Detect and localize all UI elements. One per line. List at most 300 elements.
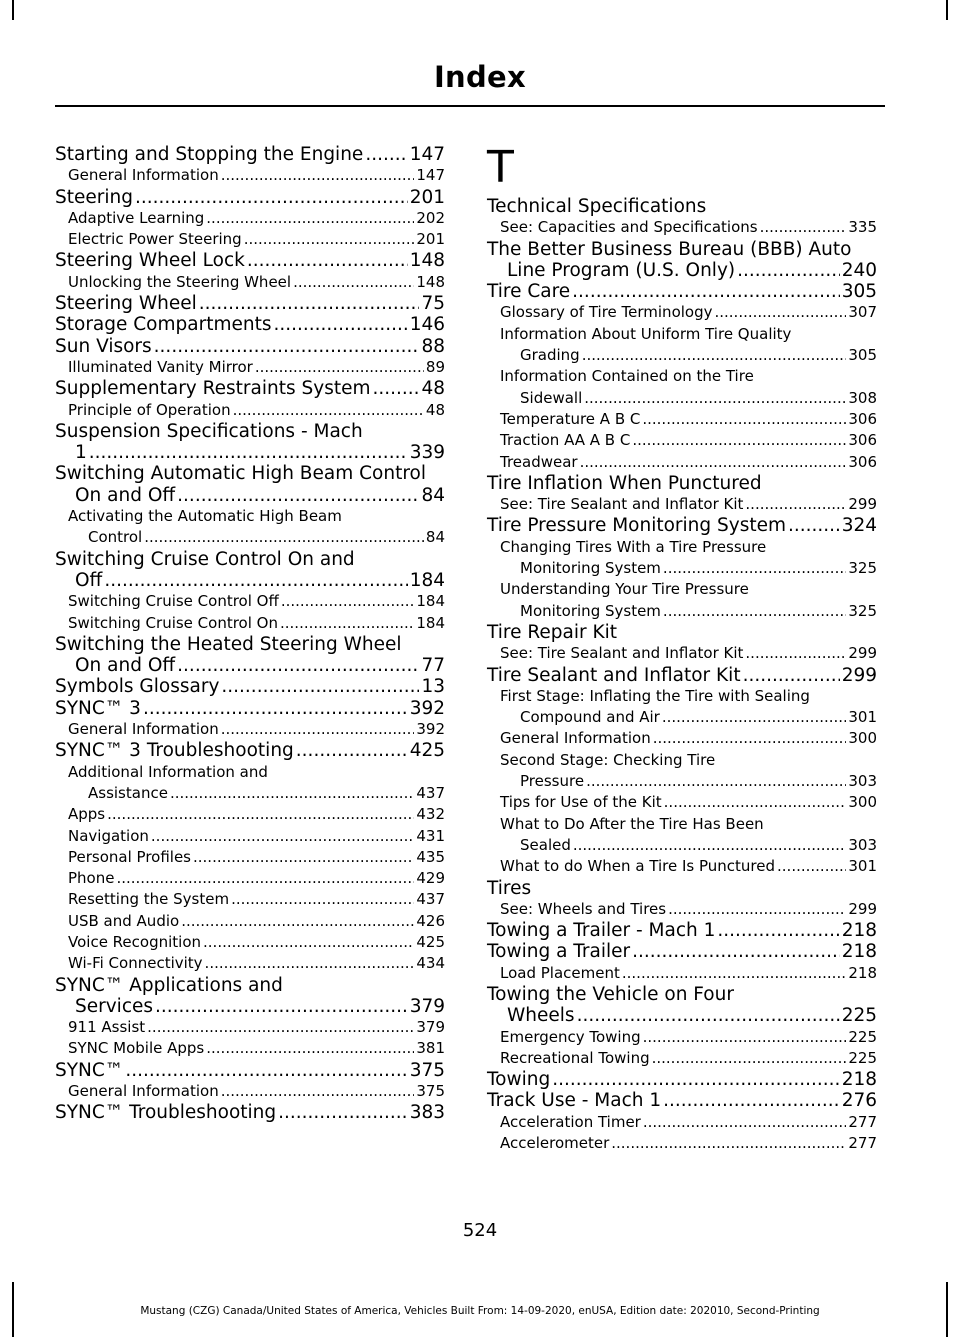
entry-row — [487, 941, 877, 962]
index-subentry — [55, 208, 445, 229]
entry-row — [55, 1060, 445, 1081]
entry-label: Tire Repair Kit — [487, 621, 617, 643]
entry-label-continued: 1 — [75, 442, 87, 464]
dot-leader — [281, 591, 415, 612]
dot-leader — [170, 783, 414, 804]
dot-leader — [632, 941, 840, 962]
entry-page: 375 — [416, 1082, 445, 1101]
index-entry — [55, 421, 445, 464]
entry-label: Load Placement — [500, 963, 620, 982]
entry-label: Tire Inflation When Punctured — [487, 472, 762, 494]
entry-page: 75 — [421, 293, 445, 315]
entry-label: Tire Sealant and Inflator Kit — [487, 664, 741, 686]
entry-row — [500, 452, 877, 473]
entry-label: Wi-Fi Connectivity — [68, 954, 203, 973]
entry-label-continued: On and Off — [75, 484, 176, 506]
index-subentry — [55, 1081, 445, 1102]
entry-page: 301 — [848, 857, 877, 876]
dot-leader — [663, 601, 846, 622]
entry-row — [68, 719, 445, 740]
entry-row — [68, 889, 445, 910]
entry-page: 225 — [848, 1048, 877, 1067]
dot-leader — [580, 452, 847, 473]
entry-label: Switching Cruise Control On and — [55, 548, 355, 570]
entry-label: Switching the Heated Steering Wheel — [55, 633, 402, 655]
entry-label: Accelerometer — [500, 1134, 610, 1153]
entry-page: 307 — [848, 303, 877, 322]
entry-row — [487, 665, 877, 686]
entry-row — [500, 1048, 877, 1069]
entry-label: See: Tire Sealant and Inflator Kit — [500, 644, 744, 663]
entry-continuation — [55, 996, 445, 1017]
entry-label-continued: Pressure — [520, 772, 585, 791]
entry-label: Treadwear — [500, 452, 578, 471]
entry-page: 431 — [416, 826, 445, 845]
dot-leader — [788, 515, 840, 536]
entry-label: What to Do After the Tire Has Been — [500, 814, 764, 833]
dot-leader — [577, 1005, 840, 1026]
entry-row — [55, 293, 445, 314]
entry-label-continued: Compound and Air — [520, 708, 660, 727]
entry-continuation — [55, 442, 445, 463]
entry-label: Traction AA A B C — [500, 431, 631, 450]
entry-label: Tires — [487, 877, 532, 899]
dot-leader — [653, 728, 847, 749]
dot-leader — [572, 281, 840, 302]
index-entry — [55, 698, 445, 719]
entry-label: Emergency Towing — [500, 1027, 641, 1046]
entry-page: 437 — [416, 890, 445, 909]
dot-leader — [154, 336, 420, 357]
entry-continuation — [487, 1005, 877, 1026]
index-entry — [487, 473, 877, 494]
index-subentry — [487, 579, 877, 622]
index-entry — [487, 281, 877, 302]
entry-page: 277 — [848, 1112, 877, 1131]
entry-row — [55, 314, 445, 335]
dot-leader — [151, 826, 414, 847]
entry-row — [500, 1027, 877, 1048]
entry-page: 325 — [848, 601, 877, 620]
index-subentry — [55, 932, 445, 953]
entry-row — [487, 920, 877, 941]
entry-label: SYNC™ Troubleshooting — [55, 1102, 277, 1124]
entry-page: 48 — [421, 378, 445, 400]
entry-row — [55, 378, 445, 399]
dot-leader — [632, 430, 846, 451]
entry-row — [68, 826, 445, 847]
entry-row — [55, 144, 445, 165]
dot-leader — [745, 494, 846, 515]
entry-page: 305 — [848, 346, 877, 365]
entry-row — [500, 217, 877, 238]
entry-page: 299 — [848, 899, 877, 918]
entry-label: General Information — [68, 1082, 219, 1101]
index-subentry — [55, 762, 445, 805]
entry-page: 301 — [848, 708, 877, 727]
entry-label: Recreational Towing — [500, 1048, 650, 1067]
index-entry — [55, 378, 445, 399]
page-title: Index — [433, 60, 527, 94]
entry-row — [68, 1081, 445, 1102]
entry-row — [68, 911, 445, 932]
entry-label: General Information — [500, 729, 651, 748]
entry-page: 225 — [841, 1005, 877, 1027]
index-subentry — [55, 889, 445, 910]
dot-leader — [743, 665, 840, 686]
dot-leader — [203, 932, 414, 953]
entry-label-continued: Off — [75, 569, 103, 591]
index-entry — [55, 314, 445, 335]
entry-label: Technical Specifications — [487, 196, 707, 217]
entry-label: Steering Wheel — [55, 293, 197, 315]
dot-leader — [125, 1060, 407, 1081]
index-entry — [487, 878, 877, 899]
entry-label: Additional Information and — [68, 762, 268, 781]
entry-page: 300 — [848, 793, 877, 812]
entry-label: Resetting the System — [68, 890, 230, 909]
entry-label-continued: Services — [75, 995, 154, 1017]
dot-leader — [777, 856, 846, 877]
entry-row — [487, 1069, 877, 1090]
entry-label: Glossary of Tire Terminology — [500, 303, 713, 322]
index-subentry — [487, 366, 877, 409]
index-subentry — [487, 686, 877, 729]
entry-page: 202 — [416, 208, 445, 227]
index-subentry — [487, 1133, 877, 1154]
dot-leader — [135, 187, 408, 208]
entry-label-continued: Control — [88, 528, 143, 547]
entry-row — [68, 165, 445, 186]
index-entry — [55, 676, 445, 697]
entry-continuation — [55, 485, 445, 506]
entry-label: Starting and Stopping the Engine — [55, 144, 364, 165]
section-letter: T — [487, 142, 514, 193]
index-entry — [55, 740, 445, 761]
entry-row — [500, 899, 877, 920]
entry-row — [500, 856, 877, 877]
index-entry — [55, 336, 445, 357]
entry-page: 335 — [848, 218, 877, 237]
entry-page: 201 — [409, 186, 445, 208]
index-subentry — [55, 400, 445, 421]
entry-label: Second Stage: Checking Tire — [500, 750, 716, 769]
index-entry — [55, 463, 445, 506]
entry-label: Steering — [55, 186, 133, 208]
entry-row — [55, 1102, 445, 1123]
entry-label-continued: Sealed — [520, 835, 571, 854]
index-subentry — [55, 506, 445, 549]
entry-continuation — [500, 345, 877, 366]
entry-label: Adaptive Learning — [68, 208, 205, 227]
entry-label: Understanding Your Tire Pressure — [500, 580, 749, 599]
entry-row — [68, 1017, 445, 1038]
index-entry — [487, 941, 877, 962]
entry-label: Symbols Glossary — [55, 676, 220, 698]
entry-row — [68, 400, 445, 421]
entry-label: The Better Business Bureau (BBB) Auto — [487, 238, 852, 260]
dot-leader — [177, 485, 419, 506]
dot-leader — [652, 1048, 847, 1069]
dot-leader — [221, 676, 419, 697]
entry-label: Unlocking the Steering Wheel — [68, 272, 292, 291]
dot-leader — [663, 1090, 840, 1111]
index-subentry — [55, 719, 445, 740]
index-subentry — [487, 1027, 877, 1048]
entry-continuation — [500, 707, 877, 728]
entry-page: 240 — [841, 259, 877, 281]
entry-continuation — [68, 783, 445, 804]
index-subentry — [487, 1112, 877, 1133]
dot-leader — [233, 400, 424, 421]
entry-label: SYNC™ 3 Troubleshooting — [55, 740, 294, 762]
dot-leader — [144, 527, 424, 548]
entry-label: SYNC Mobile Apps — [68, 1039, 205, 1058]
index-subentry — [487, 643, 877, 664]
entry-page: 13 — [421, 676, 445, 698]
entry-page: 392 — [416, 720, 445, 739]
entry-row — [68, 804, 445, 825]
entry-page: 435 — [416, 847, 445, 866]
dot-leader — [116, 868, 414, 889]
index-subentry — [487, 1048, 877, 1069]
index-entry — [55, 549, 445, 592]
index-entry — [55, 250, 445, 271]
entry-label: Towing a Trailer — [487, 941, 631, 963]
index-subentry — [55, 357, 445, 378]
entry-label: Track Use - Mach 1 — [487, 1090, 662, 1112]
dot-leader — [181, 911, 414, 932]
entry-page: 425 — [416, 932, 445, 951]
entry-row — [500, 430, 877, 451]
entry-page: 308 — [848, 388, 877, 407]
entry-label: Phone — [68, 869, 115, 888]
dot-leader — [199, 293, 420, 314]
index-subentry — [55, 591, 445, 612]
index-column-right — [487, 144, 877, 1154]
entry-label: USB and Audio — [68, 911, 180, 930]
dot-leader — [205, 953, 415, 974]
entry-row — [55, 698, 445, 719]
entry-label: Information Contained on the Tire — [500, 367, 754, 386]
entry-row — [487, 473, 877, 494]
index-subentry — [55, 868, 445, 889]
entry-page: 437 — [416, 783, 445, 802]
entry-label: Illuminated Vanity Mirror — [68, 357, 253, 376]
entry-page: 434 — [416, 954, 445, 973]
entry-row — [487, 878, 877, 899]
dot-leader — [643, 1027, 847, 1048]
entry-label-continued: On and Off — [75, 655, 176, 677]
entry-page: 383 — [409, 1102, 445, 1124]
dot-leader — [221, 1081, 415, 1102]
entry-row — [68, 591, 445, 612]
dot-leader — [586, 771, 846, 792]
dot-leader — [573, 835, 847, 856]
entry-label-continued: Grading — [520, 346, 580, 365]
entry-label: Suspension Specifications - Mach — [55, 420, 363, 442]
entry-label: SYNC™ — [55, 1059, 124, 1081]
dot-leader — [663, 558, 846, 579]
entry-page: 84 — [425, 528, 445, 547]
entry-label: Storage Compartments — [55, 314, 272, 336]
index-entry — [55, 1102, 445, 1123]
entry-page: 146 — [409, 314, 445, 336]
index-subentry — [487, 899, 877, 920]
entry-label: Changing Tires With a Tire Pressure — [500, 537, 767, 556]
entry-page: 218 — [841, 941, 877, 963]
index-entry — [55, 634, 445, 677]
entry-row — [55, 676, 445, 697]
entry-label-continued: Monitoring System — [520, 601, 661, 620]
entry-row — [500, 494, 877, 515]
entry-row — [68, 272, 445, 293]
index-subentry — [55, 911, 445, 932]
dot-leader — [177, 655, 419, 676]
entry-page: 184 — [416, 613, 445, 632]
entry-label: Switching Automatic High Beam Control — [55, 463, 426, 485]
entry-row — [68, 953, 445, 974]
index-subentry — [55, 847, 445, 868]
entry-label: See: Capacities and Specifications — [500, 218, 758, 237]
dot-leader — [221, 719, 415, 740]
entry-page: 303 — [848, 772, 877, 791]
entry-page: 379 — [409, 995, 445, 1017]
index-subentry — [55, 1038, 445, 1059]
entry-label-continued: Wheels — [507, 1005, 575, 1027]
entry-label: Towing — [487, 1069, 551, 1091]
index-entry — [55, 293, 445, 314]
entry-page: 300 — [848, 729, 877, 748]
entry-page: 277 — [848, 1134, 877, 1153]
entry-row — [500, 643, 877, 664]
entry-label: Apps — [68, 805, 106, 824]
dot-leader — [147, 1017, 414, 1038]
entry-page: 218 — [841, 920, 877, 942]
index-entry — [55, 187, 445, 208]
entry-continuation — [55, 570, 445, 591]
entry-row — [68, 613, 445, 634]
index-subentry — [55, 272, 445, 293]
index-subentry — [487, 856, 877, 877]
entry-label-continued: Sidewall — [520, 388, 583, 407]
entry-label: General Information — [68, 720, 219, 739]
entry-label: Temperature A B C — [500, 409, 641, 428]
entry-page: 89 — [425, 357, 445, 376]
index-subentry — [487, 750, 877, 793]
dot-leader — [206, 208, 414, 229]
entry-row — [55, 740, 445, 761]
entry-row — [500, 963, 877, 984]
dot-leader — [643, 1112, 847, 1133]
entry-row — [487, 1090, 877, 1111]
entry-row — [500, 1112, 877, 1133]
entry-continuation — [500, 388, 877, 409]
entry-page: 324 — [841, 515, 877, 537]
entry-label: Activating the Automatic High Beam — [68, 507, 342, 526]
index-entry — [487, 196, 877, 217]
entry-row — [68, 847, 445, 868]
index-entry — [487, 1090, 877, 1111]
entry-label: Navigation — [68, 826, 149, 845]
dot-leader — [664, 792, 847, 813]
entry-row — [487, 196, 877, 217]
entry-label: First Stage: Inflating the Tire with Sealing — [500, 686, 810, 705]
entry-label: Steering Wheel Lock — [55, 250, 245, 272]
dot-leader — [221, 165, 415, 186]
entry-page: 201 — [416, 230, 445, 249]
dot-leader — [247, 250, 408, 271]
index-subentry — [487, 430, 877, 451]
index-entry — [487, 665, 877, 686]
entry-page: 184 — [416, 592, 445, 611]
entry-page: 339 — [409, 442, 445, 464]
entry-row — [55, 250, 445, 271]
entry-page: 426 — [416, 911, 445, 930]
dot-leader — [714, 302, 846, 323]
index-subentry — [487, 494, 877, 515]
index-entry — [55, 144, 445, 165]
entry-label: See: Tire Sealant and Inflator Kit — [500, 495, 744, 514]
entry-page: 432 — [416, 805, 445, 824]
entry-row — [487, 281, 877, 302]
entry-continuation — [500, 601, 877, 622]
header-rule — [55, 105, 885, 107]
index-subentry — [487, 814, 877, 857]
dot-leader — [273, 314, 407, 335]
dot-leader — [193, 847, 414, 868]
entry-page: 375 — [409, 1059, 445, 1081]
entry-page: 299 — [848, 495, 877, 514]
entry-page: 84 — [421, 484, 445, 506]
entry-label: Electric Power Steering — [68, 230, 242, 249]
entry-continuation — [55, 655, 445, 676]
dot-leader — [552, 1069, 839, 1090]
entry-label: Sun Visors — [55, 335, 152, 357]
entry-row — [68, 932, 445, 953]
dot-leader — [255, 357, 424, 378]
index-entries-right — [487, 196, 877, 1154]
entry-page: 306 — [848, 409, 877, 428]
entry-continuation — [487, 260, 877, 281]
entry-label: Switching Cruise Control Off — [68, 592, 279, 611]
entry-label: What to do When a Tire Is Punctured — [500, 857, 776, 876]
footer-text: Mustang (CZG) Canada/United States of America, Vehicles Built From: 14-09-2020, enUSA, Edition date: 202010, Second-Printing — [140, 1305, 820, 1317]
index-subentry — [55, 613, 445, 634]
entry-page: 147 — [416, 166, 445, 185]
entry-page: 88 — [421, 335, 445, 357]
entry-label: Towing the Vehicle on Four — [487, 983, 734, 1005]
dot-leader — [373, 378, 420, 399]
entry-label: Voice Recognition — [68, 932, 202, 951]
index-entry — [487, 1069, 877, 1090]
dot-leader — [89, 442, 408, 463]
entry-page: 299 — [848, 644, 877, 663]
dot-leader — [737, 260, 840, 281]
entry-page: 379 — [416, 1018, 445, 1037]
entry-page: 218 — [841, 1069, 877, 1091]
dot-leader — [293, 272, 414, 293]
entry-label: Tire Pressure Monitoring System — [487, 515, 787, 537]
entry-page: 147 — [409, 144, 445, 165]
entry-continuation — [68, 527, 445, 548]
entry-label: 911 Assist — [68, 1018, 146, 1037]
index-subentry — [487, 792, 877, 813]
entry-label: See: Wheels and Tires — [500, 899, 667, 918]
entry-page: 381 — [416, 1039, 445, 1058]
crop-mark — [946, 0, 948, 20]
entry-label: Tire Care — [487, 281, 571, 303]
